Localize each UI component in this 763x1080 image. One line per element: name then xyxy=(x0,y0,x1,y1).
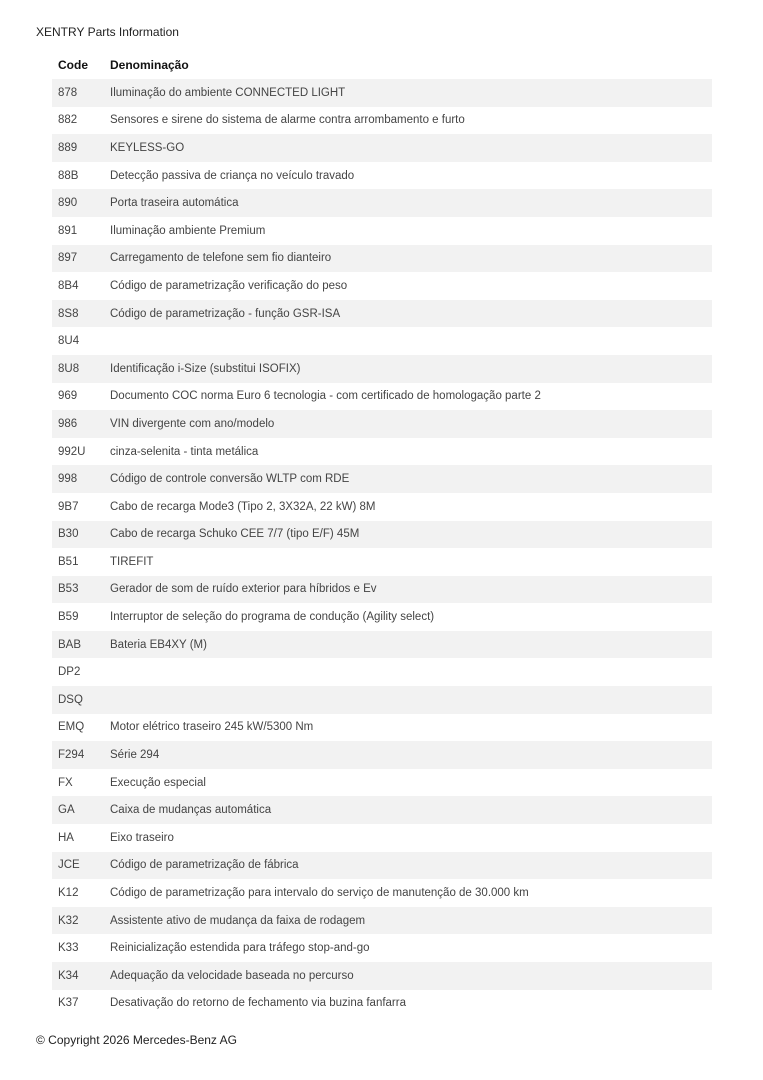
cell-code: K12 xyxy=(58,887,79,900)
table-row xyxy=(52,907,712,935)
table-row xyxy=(52,879,712,907)
table-row xyxy=(52,796,712,824)
cell-code: 882 xyxy=(58,114,78,127)
cell-code: 890 xyxy=(52,189,104,217)
cell-code: 891 xyxy=(58,224,78,237)
table-row xyxy=(52,438,712,466)
cell-code: K34 xyxy=(52,962,104,990)
cell-denomination: Eixo traseiro xyxy=(110,831,174,844)
table-body xyxy=(52,79,712,1017)
cell-denomination: Código de parametrização de fábrica xyxy=(104,852,712,880)
cell-code: 992U xyxy=(58,445,86,458)
cell-code: 998 xyxy=(52,465,104,493)
cell-code: B59 xyxy=(58,611,79,624)
table-row xyxy=(52,824,712,852)
table-row xyxy=(52,189,712,217)
cell-denomination xyxy=(104,686,712,714)
table-row xyxy=(52,631,712,659)
cell-code: 986 xyxy=(52,410,104,438)
cell-denomination: Caixa de mudanças automática xyxy=(104,796,712,824)
cell-denomination: Documento COC norma Euro 6 tecnologia - com certificado de homologação parte 2 xyxy=(110,390,541,403)
table-row xyxy=(52,658,712,686)
cell-code: B51 xyxy=(58,555,79,568)
cell-code: BAB xyxy=(52,631,104,659)
cell-denomination: Iluminação ambiente Premium xyxy=(110,224,266,237)
cell-code: 88B xyxy=(58,169,79,182)
cell-denomination: Código de parametrização verificação do peso xyxy=(110,279,348,292)
cell-code: 897 xyxy=(52,245,104,273)
cell-denomination: Detecção passiva de criança no veículo travado xyxy=(110,169,355,182)
cell-code: 878 xyxy=(52,79,104,107)
table-row xyxy=(52,217,712,245)
cell-denomination: Cabo de recarga Mode3 (Tipo 2, 3X32A, 22 kW) 8M xyxy=(110,500,376,513)
cell-denomination xyxy=(104,327,712,355)
cell-denomination: Reinicialização estendida para tráfego stop-and-go xyxy=(110,942,370,955)
cell-code: 889 xyxy=(52,134,104,162)
cell-code: 8U8 xyxy=(52,355,104,383)
table-row xyxy=(52,603,712,631)
cell-code: JCE xyxy=(52,852,104,880)
table-row xyxy=(52,79,712,107)
table-row xyxy=(52,521,712,549)
table-row xyxy=(52,686,712,714)
table-row xyxy=(52,410,712,438)
table-row xyxy=(52,300,712,328)
table-row xyxy=(52,355,712,383)
cell-denomination: VIN divergente com ano/modelo xyxy=(104,410,712,438)
table-row xyxy=(52,493,712,521)
table-row xyxy=(52,852,712,880)
cell-code: K32 xyxy=(52,907,104,935)
table-row xyxy=(52,769,712,797)
table-row xyxy=(52,134,712,162)
table-row xyxy=(52,107,712,135)
cell-denomination: Identificação i-Size (substitui ISOFIX) xyxy=(104,355,712,383)
cell-code: 8U4 xyxy=(58,335,80,348)
cell-code: B53 xyxy=(52,576,104,604)
cell-denomination: Assistente ativo de mudança da faixa de rodagem xyxy=(104,907,712,935)
cell-code: FX xyxy=(58,776,73,789)
cell-denomination: cinza-selenita - tinta metálica xyxy=(110,445,259,458)
cell-denomination: Desativação do retorno de fechamento via buzina fanfarra xyxy=(110,997,406,1010)
cell-code: HA xyxy=(58,831,74,844)
cell-code: 8B4 xyxy=(58,279,79,292)
table-header xyxy=(52,51,712,79)
table-row xyxy=(52,272,712,300)
cell-denomination: Código de controle conversão WLTP com RDE xyxy=(104,465,712,493)
parts-table xyxy=(52,51,712,1017)
cell-denomination: Cabo de recarga Schuko CEE 7/7 (tipo E/F) 45M xyxy=(104,521,712,549)
cell-code: 969 xyxy=(58,390,78,403)
cell-code: DSQ xyxy=(52,686,104,714)
table-row xyxy=(52,990,712,1018)
table-row xyxy=(52,162,712,190)
table-row xyxy=(52,465,712,493)
table-row xyxy=(52,245,712,273)
table-header-row xyxy=(52,51,712,79)
cell-denomination: TIREFIT xyxy=(110,555,154,568)
cell-denomination: Sensores e sirene do sistema de alarme contra arrombamento e furto xyxy=(110,114,465,127)
table-row xyxy=(52,383,712,411)
column-header-denomination: Denominação xyxy=(110,58,189,72)
cell-denomination: Série 294 xyxy=(104,741,712,769)
table-row xyxy=(52,741,712,769)
cell-denomination: Código de parametrização - função GSR-ISA xyxy=(104,300,712,328)
cell-denomination: Interruptor de seleção do programa de condução (Agility select) xyxy=(110,611,435,624)
cell-denomination: KEYLESS-GO xyxy=(104,134,712,162)
cell-denomination: Motor elétrico traseiro 245 kW/5300 Nm xyxy=(110,721,314,734)
cell-denomination: Adequação da velocidade baseada no percurso xyxy=(104,962,712,990)
copyright-footer: © Copyright 2026 Mercedes-Benz AG xyxy=(36,1033,237,1047)
column-header-code: Code xyxy=(58,58,88,72)
table-row xyxy=(52,576,712,604)
cell-code: K37 xyxy=(58,997,79,1010)
cell-denomination: Iluminação do ambiente CONNECTED LIGHT xyxy=(104,79,712,107)
cell-denomination: Gerador de som de ruído exterior para híbridos e Ev xyxy=(104,576,712,604)
cell-denomination: Carregamento de telefone sem fio dianteiro xyxy=(104,245,712,273)
cell-denomination: Bateria EB4XY (M) xyxy=(104,631,712,659)
cell-code: DP2 xyxy=(58,666,81,679)
cell-denomination: Porta traseira automática xyxy=(104,189,712,217)
cell-code: GA xyxy=(52,796,104,824)
cell-code: 9B7 xyxy=(58,500,79,513)
cell-denomination: Execução especial xyxy=(110,776,206,789)
cell-code: 8S8 xyxy=(52,300,104,328)
document-header-title: XENTRY Parts Information xyxy=(36,25,179,39)
cell-denomination: Código de parametrização para intervalo do serviço de manutenção de 30.000 km xyxy=(110,887,529,900)
cell-code: EMQ xyxy=(58,721,85,734)
table-row xyxy=(52,934,712,962)
table-row xyxy=(52,327,712,355)
cell-code: B30 xyxy=(52,521,104,549)
table-row xyxy=(52,962,712,990)
cell-code: K33 xyxy=(58,942,79,955)
table-row xyxy=(52,548,712,576)
cell-code: F294 xyxy=(52,741,104,769)
cell-denomination xyxy=(104,658,712,686)
table-row xyxy=(52,714,712,742)
